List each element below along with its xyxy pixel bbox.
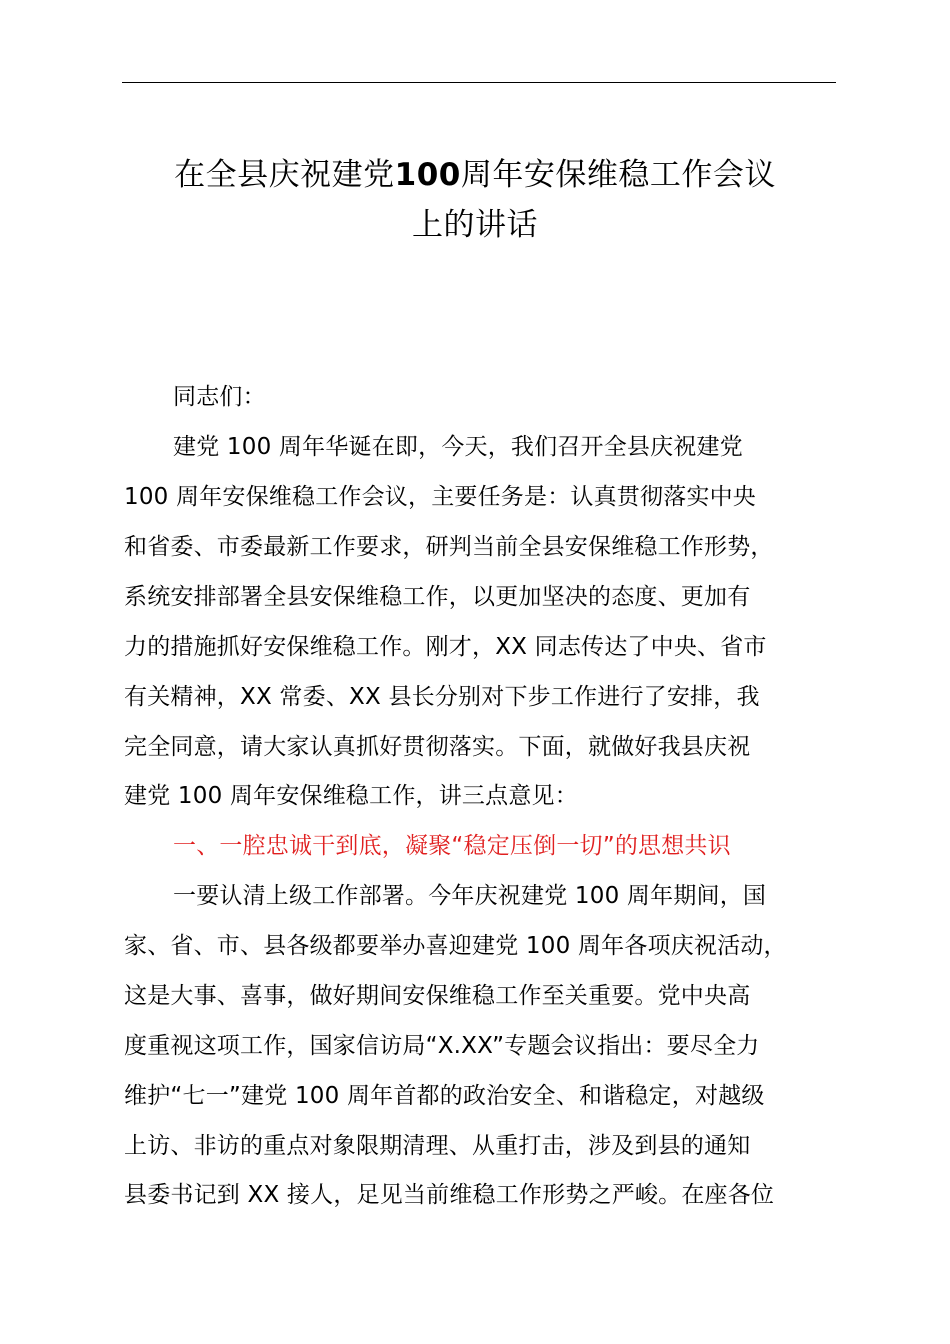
header-rule (122, 82, 836, 83)
title-number: 100 (394, 157, 461, 193)
title-text-b: 周年安保维稳工作会议 (460, 157, 776, 193)
body-line: 维护“七一”建党 100 周年首都的政治安全、和谐稳定，对越级 (124, 1083, 765, 1109)
body-line: 系统安排部署全县安保维稳工作，以更加坚决的态度、更加有 (124, 584, 751, 610)
body-line: 力的措施抓好安保维稳工作。刚才，XX 同志传达了中央、省市 (124, 634, 767, 660)
body-line: 有关精神，XX 常委、XX 县长分别对下步工作进行了安排，我 (124, 684, 760, 710)
body-line: 度重视这项工作，国家信访局“X.XX”专题会议指出：要尽全力 (124, 1033, 760, 1059)
title-text-a: 在全县庆祝建党 (174, 157, 395, 193)
body-line: 建党 100 周年安保维稳工作，讲三点意见： (124, 783, 578, 809)
body-line: 100 周年安保维稳工作会议，主要任务是：认真贯彻落实中央 (124, 484, 757, 510)
body-line: 和省委、市委最新工作要求，研判当前全县安保维稳工作形势， (124, 534, 774, 560)
body-line: 一要认清上级工作部署。今年庆祝建党 100 周年期间，国 (173, 883, 767, 909)
document-title-line-2: 上的讲话 (412, 207, 538, 243)
salutation: 同志们： (173, 384, 266, 410)
body-line: 建党 100 周年华诞在即，今天，我们召开全县庆祝建党 (173, 434, 743, 460)
body-line: 县委书记到 XX 接人，足见当前维稳工作形势之严峻。在座各位 (124, 1182, 775, 1208)
section-heading-1: 一、一腔忠诚干到底，凝聚“稳定压倒一切”的思想共识 (173, 833, 731, 859)
document-title-line-1 (110, 155, 840, 195)
body-line: 完全同意，请大家认真抓好贯彻落实。下面，就做好我县庆祝 (124, 734, 751, 760)
body-line: 家、省、市、县各级都要举办喜迎建党 100 周年各项庆祝活动， (124, 933, 787, 959)
body-line: 上访、非访的重点对象限期清理、从重打击，涉及到县的通知 (124, 1133, 751, 1159)
body-line: 这是大事、喜事，做好期间安保维稳工作至关重要。党中央高 (124, 983, 751, 1009)
